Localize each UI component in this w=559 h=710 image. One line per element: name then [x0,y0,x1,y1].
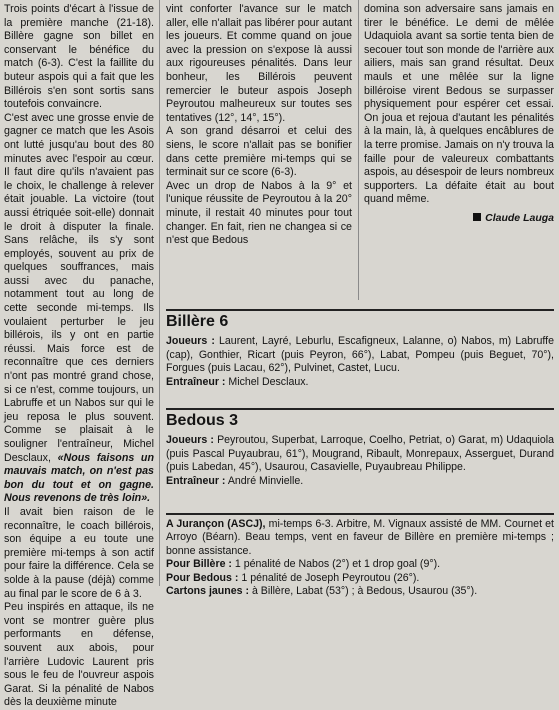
article-text: C'est avec une grosse envie de gagner ce match que les Asois ont lutté jusqu'au bout des 80 minutes avec l'espoir au cœur. Il faut dire qu'ils n'avaient pas le choix, le challenge à relever était jouable. La victoire (tout aussi étriquée soit-elle) donnait le droit à disputer la finale. Sans relâche, ils s'y sont employés, souvent au prix de quelques souffrances, mais aussi avec du panache, notamment tout au long de cette seconde mi-temps. Ils voulaient perturber le jeu billérois, ils y ont en partie réussi. Mais force est de reconnaître que ces derniers n'ont pas montré grand chose, si ce n'est, comme toujours, un Labruffe et un Nabos sur qui le jeu reposa le plus souvent. Comme se plaisait à le souligner l'entraîneur, Michel Desclaux, [4,111,154,464]
venue-label: A Jurançon (ASCJ), [166,518,266,530]
column-divider [159,0,160,586]
match-summary [166,518,554,598]
coach-line [166,475,554,488]
coach-label: Entraîneur : [166,474,226,487]
scoring-text: 1 pénalité de Joseph Peyroutou (26°). [241,571,420,584]
section-rule [166,408,554,410]
scoring-label: Pour Bedous : [166,571,239,584]
column-divider [358,0,359,300]
article-paragraph: A son grand désarroi et celui des siens, le score n'allait pas se bonifier dans cette première mi-temps qui se terminait sur ce score (6-3). [166,125,352,179]
article-paragraph: Peu inspirés en attaque, ils ne vont se montrer guère plus performants en défense, souvent aux abois, pour l'arrière Ludovic Laurent pris sous le feu de l'ouvreur aspois Garat. Si la pénalité de Nabos dès la deuxième minute [4,601,154,709]
bedous-lineup [166,414,554,488]
team-title: Bedous 3 [166,412,239,429]
bedous-scoring [166,572,554,585]
players-label: Joueurs : [166,335,215,348]
article-paragraph [4,112,154,506]
article-paragraph: Il avait bien raison de le reconnaître, le coach billérois, son équipe a eu toute une première mi-temps à son actif pour faire la différence. Cela se solde à la pause (déjà) comme au final par le score de 6 à 3. [4,505,154,600]
cards-text: à Billère, Labat (53°) ; à Bedous, Usaurou (35°). [251,585,478,598]
players-label: Joueurs : [166,434,214,447]
yellow-cards [166,585,554,598]
article-paragraph: vint conforter l'avance sur le match aller, elle n'allait pas libérer pour autant les joueurs. Et comme quand on joue avec la pression on s'expose là aussi aux rigoureuses pénalités. Dans leur bonheur, les Billérois peuvent remercier le buteur aspois Joseph Peyroutou malheureux sur toutes ses tentatives (12°, 14°, 15°). [166,3,352,124]
article-paragraph: Avec un drop de Nabos à la 9° et l'unique réussite de Peyroutou à la 20° minute, il restait 40 minutes pour tout changer. En fait, rien ne changea si ce n'est que Bedous [166,179,352,247]
section-rule [166,309,554,311]
article-column-3 [364,3,554,226]
billere-scoring [166,558,554,571]
article-lead: Trois points d'écart à l'issue de la première manche (21-18). Billère gagne son billet en conservant le bénéfice du match (6-3). C'est la faillite du buteur aspois qui a fait que les Billérois s'en sont sortis sans toutefois convaincre. [4,3,154,111]
team-title: Billère 6 [166,313,229,330]
venue-line [166,518,554,558]
billere-lineup [166,315,554,389]
scoring-label: Pour Billère : [166,558,232,571]
article-column-1 [4,3,154,710]
cards-label: Cartons jaunes : [166,585,250,598]
article-column-2 [166,3,352,248]
section-rule [166,513,554,515]
players-list [166,335,554,375]
coach-label: Entraîneur : [166,375,226,388]
square-bullet-icon [473,213,481,221]
coach-line [166,376,554,389]
players-list [166,434,554,474]
article-paragraph: domina son adversaire sans jamais en tirer le bénéfice. Le demi de mêlée Udaquiola avant sa sortie tenta bien de secouer tout son monde de l'arrière aux ailiers, mais san grand résultat. Deux mauls et une mêlée sur la ligne billéroise virent Bedous se surpasser physiquement pour espérer cet essai. On joua et rejoua d'autant les pénalités à la main, là, à quelques encâblures de la terre promise. Jamais on n'y trouva la faille pour de valeureux combattants aspois, au désespoir de leurs nombreux supporters. La défaite était au bout quand même. [364,3,554,206]
coach-text: Michel Desclaux. [228,375,309,388]
coach-text: André Minvielle. [227,474,304,487]
venue-text: mi-temps 6-3. Arbitre, M. Vignaux assisté de MM. Cournet et Arroyo (Béarn). Beau temps, vent en faveur de Billère en première mi-temps ; bonne assistance. [166,518,554,557]
scoring-text: 1 pénalité de Nabos (2°) et 1 drop goal (9°). [234,558,441,571]
players-text: Laurent, Layré, Leburlu, Escafigneux, Lalanne, o) Nabos, m) Labruffe (cap), Gonthier, Ricart (puis Peyron, 66°), Labat, Pompeu (puis Beguet, 70°), Forgues (puis Lacau, 62°), Pulvinet, Castet, Lucu. [166,335,554,375]
author-name: Claude Lauga [485,211,554,224]
coach-quote: «Nous faisons un mauvais match, on n'est pas bon du tout et on gagne. Nous revenons de très loin». [4,451,154,505]
players-text: Peyroutou, Superbat, Larroque, Coelho, Petriat, o) Garat, m) Udaquiola (puis Pascal Puyaubrau, 61°), Mougrand, Ribault, Monrepaux, Asserguet, Durand (puis Labedan, 45°), Usaurou, Casavielle, Puyaubreau Philippe. [166,434,554,474]
author-signature [364,212,554,226]
